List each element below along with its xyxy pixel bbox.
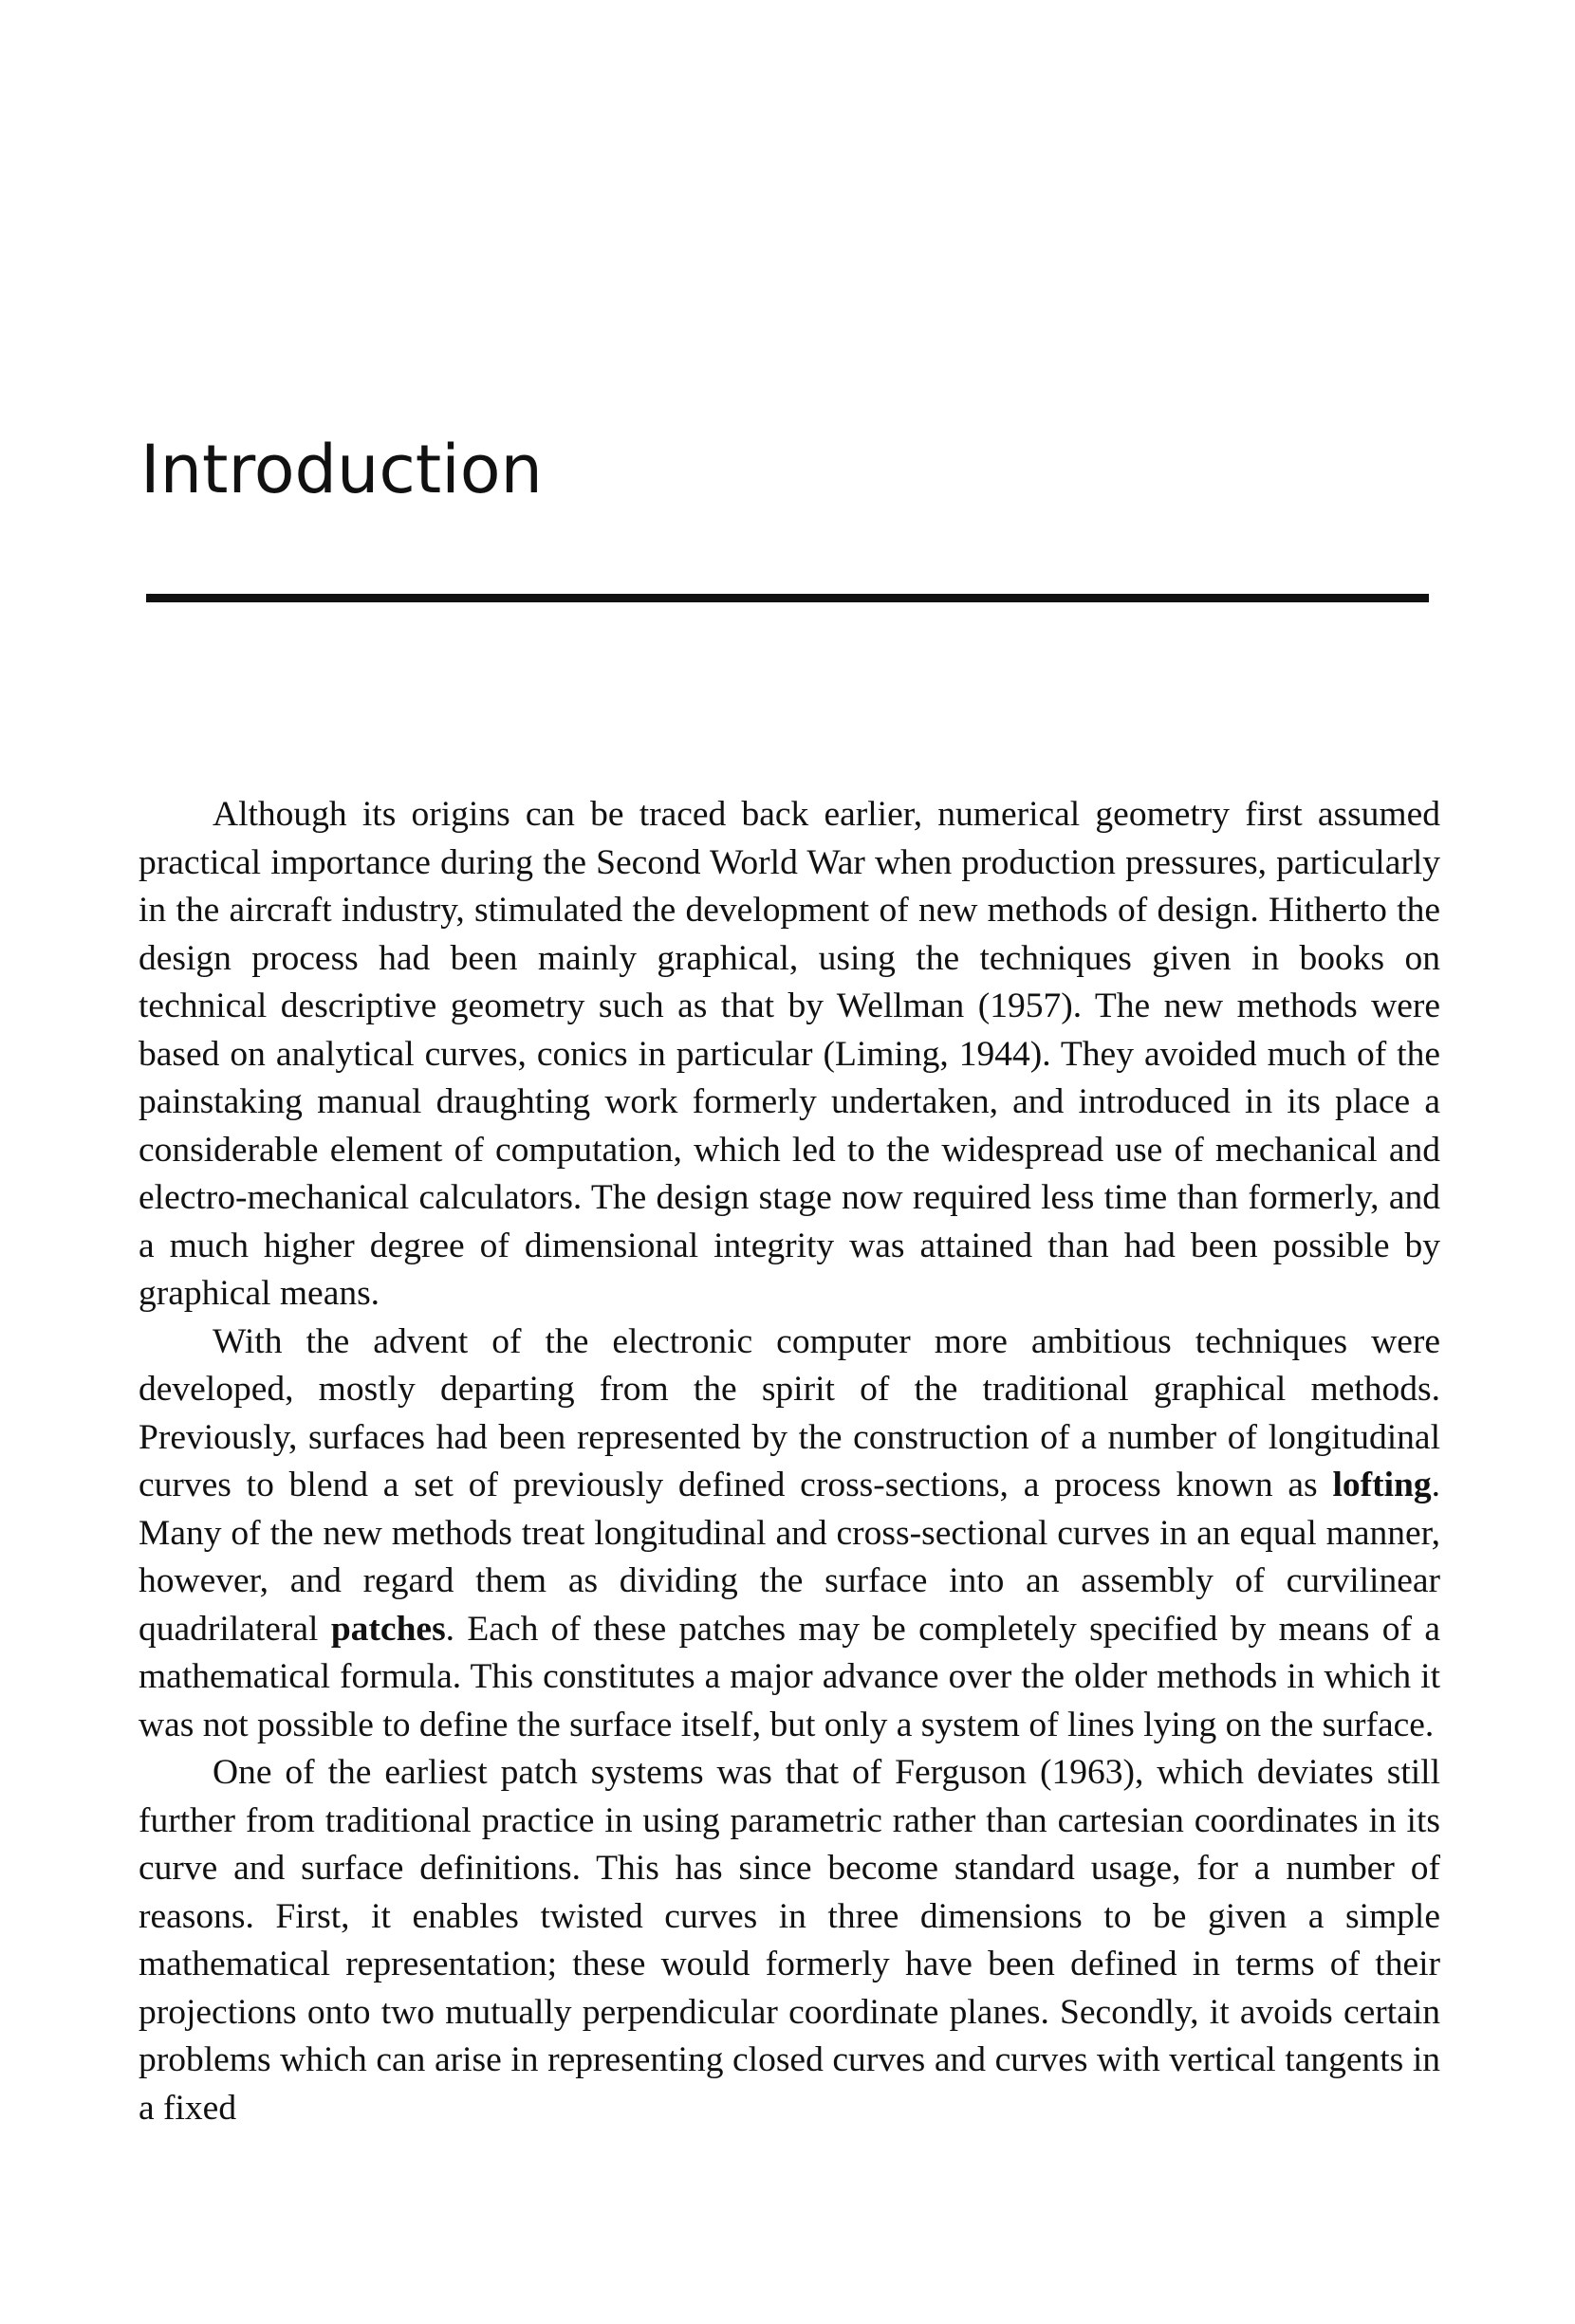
paragraph-text: . Many of the new methods treat longitudinal and cross-sectional curves in an equal manner, however, and regard them as dividing the surface into an assembly of curvilinear quadrilateral	[139, 1466, 1440, 1649]
body-text	[139, 791, 1440, 2132]
paragraph-2	[139, 1319, 1440, 1750]
term-patches: patches	[330, 1609, 446, 1649]
paragraph-1	[139, 791, 1440, 1319]
paragraph-text: With the advent of the electronic computer more ambitious techniques were developed, mostly departing from the spirit of the traditional graphical methods. Previously, surfaces had been represented by the construction of a number of longitudinal curves to blend a set of previously defined cross-sections, a process known as	[139, 1321, 1440, 1504]
paragraph-text: Although its origins can be traced back earlier, numerical geometry first assumed practical importance during the Second World War when production pressures, particularly in the aircraft industry, stimulated the development of new methods of design. Hitherto the design process had been mainly graphical, using the techniques given in books on technical descriptive geometry such as that by Wellman (1957). The new methods were based on analytical curves, conics in particular (Liming, 1944). They avoided much of the painstaking manual draughting work formerly undertaken, and introduced in its place a considerable element of computation, which led to the widespread use of mechanical and electro-mechanical calculators. The design stage now required less time than formerly, and a much higher degree of dimensional integrity was attained than had been possible by graphical means.	[139, 795, 1440, 1313]
paragraph-text: . Each of these patches may be completely specified by means of a mathematical formula. This constitutes a major advance over the older methods in which it was not possible to define the surface itself, but only a system of lines lying on the surface.	[139, 1609, 1440, 1744]
paragraph-3	[139, 1749, 1440, 2132]
chapter-title: Introduction	[140, 431, 543, 508]
paragraph-text: One of the earliest patch systems was that of Ferguson (1963), which deviates still further from traditional practice in using parametric rather than cartesian coordinates in its curve and surface definitions. This has since become standard usage, for a number of reasons. First, it enables twisted curves in three dimensions to be given a simple mathematical representation; these would formerly have been defined in terms of their projections onto two mutually perpendicular coordinate planes. Secondly, it avoids certain problems which can arise in representing closed curves and curves with vertical tangents in a fixed	[139, 1753, 1440, 2128]
term-lofting: lofting	[1332, 1466, 1432, 1504]
title-rule	[146, 594, 1429, 602]
